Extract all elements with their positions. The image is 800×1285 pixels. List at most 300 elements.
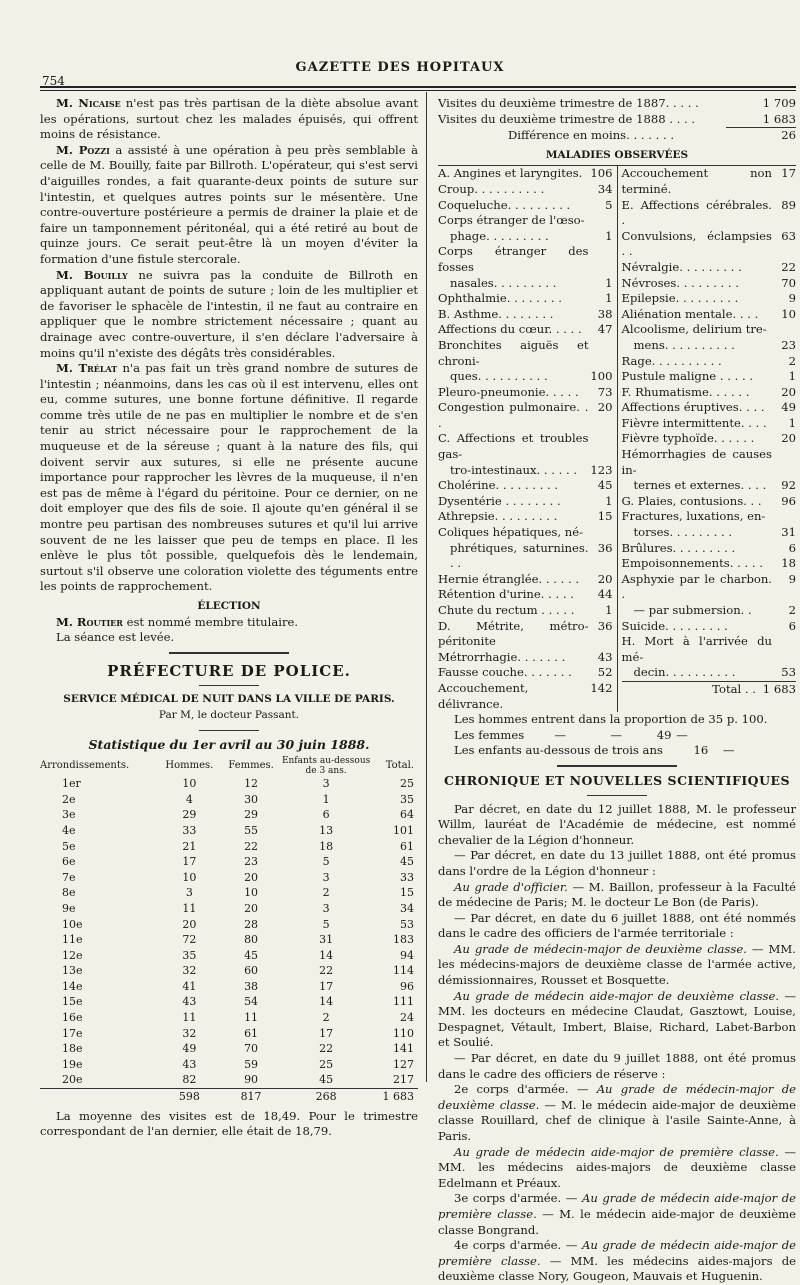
maladie-count: 1 683 [762, 681, 796, 696]
maladie-row [438, 229, 613, 245]
grade-italic: Au grade de médecin-major de deuxième classe. [454, 941, 747, 956]
maladie-row [622, 572, 797, 603]
visits-value: 26 [781, 128, 796, 143]
maladie-row [622, 354, 797, 370]
table-row [40, 932, 418, 948]
femmes-cell: 28 [244, 917, 259, 931]
maladie-count: 2 [788, 603, 796, 617]
maladie-count: 18 [781, 556, 796, 571]
table-row [40, 792, 418, 808]
maladie-label: Corps étranger de l'œso- [438, 213, 585, 228]
maladie-label: B. Asthme. . . . . . . . [438, 306, 554, 321]
total-cell: 217 [393, 1073, 414, 1087]
ditto-mark: — [676, 727, 688, 742]
total-cell: 141 [393, 1042, 414, 1056]
hommes-cell: 11 [182, 1011, 197, 1025]
table-row [40, 963, 418, 979]
maladie-row [622, 369, 797, 385]
maladie-row [438, 463, 613, 479]
arrondissement-cell: 4e [62, 823, 76, 837]
chronique-p7: — Par décret, en date du 9 juillet 1888, ont été promus dans le cadre des officiers de réserve : [438, 1051, 796, 1081]
total-cell: 34 [400, 901, 414, 915]
maladies-column-2 [618, 166, 797, 712]
total-cell: 61 [400, 839, 414, 853]
arrondissement-cell: 19e [62, 1057, 83, 1071]
maladie-label: Asphyxie par le charbon. . [621, 571, 772, 602]
maladie-count [589, 213, 613, 229]
column-separator [426, 92, 427, 1082]
maladie-row [438, 385, 613, 401]
maladie-row [622, 385, 797, 401]
maladie-row [438, 619, 613, 650]
maladie-row [622, 541, 797, 557]
hommes-cell: 72 [182, 933, 197, 947]
table-row [40, 901, 418, 917]
maladie-row [622, 166, 797, 197]
maladie-label: F. Rhumatisme. . . . . . [621, 384, 750, 399]
maladie-count: 1 [605, 603, 613, 617]
maladie-count [589, 244, 613, 275]
maladie-count: 73 [597, 384, 613, 399]
corps-label: 3e corps d'armée. — [454, 1191, 582, 1206]
maladie-count: 6 [788, 540, 796, 555]
hommes-cell: 17 [182, 855, 197, 869]
table-row [40, 917, 418, 933]
maladie-label: Suicide. . . . . . . . . [621, 618, 728, 633]
enfants-cell: 3 [322, 870, 330, 884]
maladie-label: Fausse couche. . . . . . . [438, 665, 572, 680]
maladie-label: Névroses. . . . . . . . . [621, 275, 739, 290]
section-rule [169, 652, 289, 654]
hommes-cell: 82 [182, 1073, 197, 1087]
maladie-row [438, 322, 613, 338]
hommes-cell: 20 [182, 917, 197, 931]
maladie-count: 38 [597, 306, 613, 321]
total-cell: 101 [393, 823, 414, 837]
maladie-row [438, 198, 613, 214]
grade-italic: Au grade de médecin-major de deuxième classe. [438, 1082, 796, 1112]
maladie-count: 53 [781, 665, 796, 680]
hommes-cell: 10 [182, 777, 197, 791]
table-row [40, 823, 418, 839]
grade-italic: Au grade de médecin aide-major de première classe. [454, 1144, 779, 1159]
short-rule [199, 685, 259, 686]
maladie-count: 63 [781, 228, 796, 243]
corps-label: 2e corps d'armée. — [454, 1082, 597, 1097]
total-cell: 94 [400, 948, 414, 962]
total-cell: 45 [400, 855, 414, 869]
maladie-row [622, 416, 797, 432]
maladie-label: Cholérine. . . . . . . . . [438, 478, 559, 493]
maladie-count [772, 634, 796, 665]
paragraph-text: ne suivra pas la conduite de Billroth en appliquant autant de points de suture ; loin de les multiplier et de favoriser le sphacèle de l'intestin, il ne faut au contraire en appliquer que le nombre strictement nécessaire ; quant au drainage avec contre-ouverture, il s'en déclare l'adversaire à moins qu'il n'existe des dégâts très considérables. [40, 267, 418, 360]
chronique-p5 [438, 942, 796, 989]
maladie-row [438, 494, 613, 510]
maladie-row [622, 603, 797, 619]
total-hommes: 598 [158, 1089, 221, 1105]
maladie-label: ques. . . . . . . . . . [450, 369, 548, 384]
visits-label: Visites du deuxième trimestre de 1888 . . . . [438, 111, 696, 126]
maladie-label: Hernie étranglée. . . . . . [438, 571, 580, 586]
maladie-count [772, 447, 796, 478]
maladie-row [622, 619, 797, 635]
visits-row [438, 112, 796, 129]
enfants-cell: 17 [319, 979, 334, 993]
header-rule [40, 86, 796, 88]
maladie-row [438, 338, 613, 369]
paragraph-text: n'est pas très partisan de la diète absolue avant les opérations, surtout chez les malades épuisés, qui offrent moins de résistance. [40, 96, 419, 142]
femmes-cell: 23 [244, 855, 259, 869]
maladie-count: 1 [605, 228, 613, 243]
arrondissement-cell: 2e [62, 792, 76, 806]
arrondissement-cell: 15e [62, 995, 83, 1009]
maladie-row [622, 338, 797, 354]
maladie-row [438, 431, 613, 462]
enfants-cell: 6 [322, 808, 330, 822]
maladie-label: Corps étranger des fosses [438, 244, 589, 274]
empty-cell [40, 1089, 158, 1105]
ditto-mark: — [610, 727, 622, 742]
maladie-count: 15 [597, 509, 613, 524]
maladie-label: Chute du rectum . . . . . [438, 603, 575, 617]
hommes-cell: 49 [182, 1042, 197, 1056]
column-header-arrondissements: Arrondissements. [40, 760, 130, 772]
paragraph-text: est nommé membre titulaire. [122, 614, 299, 629]
maladie-count: 43 [597, 649, 613, 664]
maladie-count: 9 [788, 571, 796, 586]
maladie-row [438, 650, 613, 666]
ditto-mark: — [554, 727, 566, 742]
ditto-mark: — [722, 743, 735, 758]
paragraph-trelat [40, 361, 418, 595]
maladie-label: Fièvre intermittente. . . . [621, 415, 767, 430]
femmes-cell: 20 [244, 901, 259, 915]
visits-label: Visites du deuxième trimestre de 1887. . . . . [438, 96, 699, 110]
maladie-count: 20 [597, 571, 613, 586]
femmes-cell: 10 [244, 886, 259, 900]
maladie-row [622, 291, 797, 307]
table-row [40, 994, 418, 1010]
maladie-label: Epilepsie. . . . . . . . . [621, 291, 739, 306]
femmes-cell: 55 [244, 823, 259, 837]
arrondissement-cell: 20e [62, 1073, 83, 1087]
paragraph-text: — MM. les docteurs en médecine Claudat, Gasztowt, Louise, Despagnet, Vétault, Imbert, Blaise, Richard, Labet-Barbon et Soulié. [438, 988, 797, 1050]
maladie-row [438, 166, 613, 182]
maladie-count: 1 [605, 275, 613, 290]
proportion-enfants [438, 743, 796, 759]
maladie-count: 9 [788, 291, 796, 306]
maladie-count: 22 [781, 259, 796, 274]
maladie-count: 52 [597, 665, 613, 680]
arrondissement-cell: 18e [62, 1042, 83, 1056]
totals-row [40, 1089, 418, 1105]
maladie-label: Névralgie. . . . . . . . . [621, 259, 742, 274]
maladie-count [772, 509, 796, 525]
enfants-cell: 3 [322, 777, 330, 791]
maladie-count: 47 [597, 322, 613, 337]
total-cell: 114 [393, 964, 414, 978]
prefecture-heading: PRÉFECTURE DE POLICE. [107, 661, 351, 680]
maladie-count: 31 [781, 525, 796, 540]
maladie-row [438, 478, 613, 494]
paragraph-bouilly [40, 268, 418, 362]
maladies-table [438, 165, 796, 712]
chronique-p10 [438, 1191, 796, 1238]
maladie-row [438, 587, 613, 603]
chronique-p4: — Par décret, en date du 6 juillet 1888, ont été nommés dans le cadre des officiers de l'armée territoriale : [438, 910, 796, 941]
maladie-row [438, 291, 613, 307]
table-row [40, 885, 418, 901]
maladie-row [438, 400, 613, 431]
hommes-cell: 10 [182, 870, 197, 884]
statistics-table [40, 756, 418, 1104]
proportion-value: 49 [656, 727, 672, 742]
enfants-cell: 18 [319, 839, 334, 853]
maladie-row [438, 541, 613, 572]
maladie-label: Rétention d'urine. . . . . [438, 587, 574, 602]
section-rule [557, 765, 677, 767]
total-cell: 33 [400, 870, 414, 884]
maladie-label: mens. . . . . . . . . . [633, 337, 735, 352]
page-number: 754 [42, 74, 65, 88]
proportion-femmes [438, 728, 796, 744]
maladie-label: tro-intestinaux. . . . . . [450, 462, 578, 477]
grade-italic: Au grade de médecin aide-major de deuxième classe. [454, 988, 780, 1003]
proportion-value: 16 [693, 743, 709, 758]
femmes-cell: 30 [244, 792, 259, 806]
table-row [40, 854, 418, 870]
hommes-cell: 4 [185, 792, 193, 806]
chronique-p8 [438, 1082, 796, 1144]
enfants-cell: 31 [319, 933, 334, 947]
column-header-enfants: Enfants au-dessous de 3 ans. [281, 756, 371, 777]
maladie-count [589, 431, 613, 462]
maladie-count [589, 338, 613, 369]
maladie-count: 1 [788, 415, 796, 430]
maladie-count: 23 [781, 337, 796, 352]
maladie-label: Dysentérie . . . . . . . . [438, 493, 561, 508]
visits-row [438, 128, 796, 144]
maladie-label: D. Métrite, métro-péritonite [438, 618, 589, 649]
maladie-count: 17 [781, 166, 796, 181]
enfants-cell: 22 [319, 1042, 334, 1056]
total-cell: 53 [400, 917, 414, 931]
enfants-cell: 13 [319, 823, 334, 837]
chronique-p2: — Par décret, en date du 13 juillet 1888, ont été promus dans l'ordre de la Légion d'honneur : [438, 848, 796, 878]
speaker-name: M. Bouilly [56, 267, 128, 282]
maladie-row [622, 276, 797, 292]
maladie-row [438, 603, 613, 619]
maladie-row [438, 525, 613, 541]
hommes-cell: 11 [182, 901, 197, 915]
maladie-row [438, 307, 613, 323]
maladie-row [438, 244, 613, 275]
arrondissement-cell: 8e [62, 886, 76, 900]
maladie-count: 44 [597, 587, 613, 602]
header-rule-thin [40, 90, 796, 91]
arrondissement-cell: 13e [62, 964, 83, 978]
arrondissement-cell: 12e [62, 948, 83, 962]
maladie-row [622, 307, 797, 323]
femmes-cell: 22 [244, 839, 259, 853]
arrondissement-cell: 9e [62, 901, 76, 915]
grade-italic: Au grade de médecin aide-major de première classe. [438, 1238, 796, 1268]
maladie-label: Pleuro-pneumonie. . . . . [438, 384, 579, 399]
maladie-count: 1 [605, 493, 613, 508]
femmes-cell: 70 [244, 1042, 259, 1056]
maladie-count: 34 [597, 181, 613, 196]
total-cell: 111 [393, 995, 414, 1009]
hommes-cell: 29 [182, 808, 197, 822]
maladie-label: Accouchement non terminé. [621, 166, 772, 196]
femmes-cell: 60 [244, 964, 259, 978]
grade-italic: Au grade d'officier. [454, 879, 568, 894]
visits-label: Différence en moins. . . . . . . [508, 128, 675, 143]
visits-value: 1 709 [762, 96, 796, 110]
hommes-cell: 41 [182, 979, 197, 993]
maladie-label: Empoisonnements. . . . . [621, 556, 763, 571]
table-row [40, 807, 418, 823]
maladie-label: C. Affections et troubles gas- [438, 431, 589, 462]
maladie-count: 2 [788, 353, 796, 368]
maladie-row [438, 276, 613, 292]
chronique-p9 [438, 1145, 796, 1192]
maladie-label: Convulsions, éclampsies . . [621, 228, 772, 259]
proportion-hommes: Les hommes entrent dans la proportion de 35 p. 100. [454, 712, 768, 727]
paragraph-text: — M. le médecin aide-major de deuxième classe Rouillard, chef de clinique à l'asile Sainte-Anne, à Paris. [438, 1097, 796, 1143]
maladie-label: E. Affections cérébrales. . [621, 197, 772, 228]
femmes-cell: 90 [244, 1073, 259, 1087]
hommes-cell: 32 [182, 964, 197, 978]
total-femmes: 817 [221, 1089, 281, 1105]
femmes-cell: 45 [244, 948, 259, 962]
paragraph-election [40, 615, 418, 631]
speaker-name: M. Pozzi [56, 142, 110, 157]
maladie-label: decin. . . . . . . . . . [633, 665, 736, 680]
hommes-cell: 35 [182, 948, 197, 962]
arrondissement-cell: 5e [62, 839, 76, 853]
paragraph-text: n'a pas fait un très grand nombre de sutures de l'intestin ; néanmoins, dans les cas où il est intervenu, elles ont eu, comme sutures, une bonne fortune définitive. Il regarde comme très utile de ne pas en multiplier le nombre et de s'en tenir au strict nécessaire pour le rapprochement de la muqueuse et de la séreuse ; quant à la nature des fils, qui doivent servir aux sutures, si elle ne présente aucune importance pour rapprocher les lèvres de la muqueuse, il n'en est pas de même à l'égard du péritoine. Pour ce dernier, on ne doit employer que des fils de soie. Il ajoute qu'en général il se montre peu partisan des nombreuses sutures et qu'il lui arrive souvent de ne les laisser que peu de temps en place. Il les enlève le plus tôt possible, quelquefois dès le lendemain, surtout s'il observe une coloration violette des téguments entre les points de rapprochement. [40, 361, 418, 594]
maladies-column-1 [438, 166, 618, 712]
enfants-cell: 22 [319, 964, 334, 978]
maladie-row [622, 509, 797, 525]
table-row [40, 1026, 418, 1042]
maladie-count: 20 [781, 431, 796, 446]
maladie-label: Alcoolisme, delirium tre- [621, 322, 767, 337]
maladie-label: Congestion pulmonaire. . . [438, 400, 589, 430]
author-line: Par M, le docteur Passant. [158, 708, 300, 721]
maladie-label: ternes et externes. . . . [633, 478, 767, 493]
chronique-heading: CHRONIQUE ET NOUVELLES SCIENTIFIQUES [443, 772, 791, 788]
total-cell: 183 [393, 933, 414, 947]
left-column [40, 96, 418, 1140]
maladie-row [622, 400, 797, 416]
maladie-count: 1 [605, 291, 613, 306]
maladie-label: Coqueluche. . . . . . . . . [438, 197, 571, 212]
maladie-count: 10 [781, 306, 796, 321]
table-row [40, 948, 418, 964]
enfants-cell: 2 [322, 1011, 330, 1025]
proportion-label: Les enfants au-dessous de trois ans [454, 743, 663, 758]
maladie-label: A. Angines et laryngites. [438, 166, 583, 181]
femmes-cell: 12 [244, 777, 259, 791]
enfants-cell: 5 [322, 917, 330, 931]
maladie-label: H. Mort à l'arrivée du mé- [621, 634, 772, 664]
total-cell: 25 [400, 777, 414, 791]
paragraph-text: — MM. les médecins aides-majors de deuxième classe Edelmann et Préaux. [438, 1144, 797, 1190]
arrondissement-cell: 7e [62, 870, 76, 884]
maladie-row [438, 182, 613, 198]
maladie-row [622, 447, 797, 478]
arrondissement-cell: 17e [62, 1026, 83, 1040]
paragraph-text: — MM. les médecins-majors de deuxième classe de l'armée active, démissionnaires, Rousset et Bosquette. [438, 941, 796, 988]
maladie-row [622, 634, 797, 665]
arrondissement-cell: 11e [62, 933, 83, 947]
maladie-label: Métrorrhagie. . . . . . . [438, 649, 566, 664]
maladie-row [622, 494, 797, 510]
column-header-femmes: Femmes. [228, 760, 274, 772]
maladie-label: Athrepsie. . . . . . . . . [438, 509, 558, 524]
maladie-row [622, 556, 797, 572]
enfants-cell: 14 [319, 995, 334, 1009]
maladie-row [622, 229, 797, 260]
maladie-row [622, 431, 797, 447]
visits-row [438, 96, 796, 112]
maladie-count: 70 [781, 275, 796, 290]
femmes-cell: 61 [244, 1026, 259, 1040]
maladie-label: Brûlures. . . . . . . . . [621, 540, 736, 555]
maladie-row [438, 681, 613, 712]
maladie-count: 142 [590, 680, 613, 695]
maladie-label: phrétiques, saturnines. . . [450, 540, 589, 571]
maladie-row [622, 260, 797, 276]
maladie-count: 49 [781, 400, 796, 415]
maladie-label: G. Plaies, contusions. . . [621, 493, 762, 508]
arrondissement-cell: 6e [62, 855, 76, 869]
maladie-label: Aliénation mentale. . . . [621, 306, 759, 321]
short-rule [587, 795, 647, 796]
maladie-label: Hémorrhagies de causes in- [621, 447, 772, 477]
femmes-cell: 80 [244, 933, 259, 947]
maladie-label: Rage. . . . . . . . . . [621, 353, 722, 368]
column-header-hommes: Hommes. [165, 760, 214, 772]
maladie-count: 89 [781, 197, 796, 212]
table-row [40, 839, 418, 855]
arrondissement-cell: 14e [62, 979, 83, 993]
arrondissement-cell: 16e [62, 1011, 83, 1025]
total-enfants: 268 [281, 1089, 371, 1105]
enfants-cell: 45 [319, 1073, 334, 1087]
maladie-label: nasales. . . . . . . . . [450, 275, 557, 290]
visits-summary [438, 96, 796, 144]
hommes-cell: 3 [185, 886, 193, 900]
maladie-row [438, 665, 613, 681]
maladie-count: 106 [590, 166, 613, 181]
column-header-total: Total. [385, 760, 414, 772]
right-column [438, 96, 796, 1285]
table-row [40, 1072, 418, 1088]
chronique-p3 [438, 880, 796, 911]
statistics-title: Statistique du 1er avril au 30 juin 1888. [88, 736, 370, 752]
paragraph-text: — M. le médecin aide-major de deuxième classe Bongrand. [438, 1206, 796, 1237]
maladie-label: Total . . [712, 681, 756, 696]
hommes-cell: 43 [182, 1057, 197, 1071]
seance-levee: La séance est levée. [56, 630, 175, 645]
table-row [40, 979, 418, 995]
paragraph-text: — M. Baillon, professeur à la Faculté de médecine de Paris; M. le docteur Le Bon (de Paris). [438, 879, 797, 910]
total-cell: 15 [400, 886, 414, 900]
enfants-cell: 25 [319, 1057, 334, 1071]
